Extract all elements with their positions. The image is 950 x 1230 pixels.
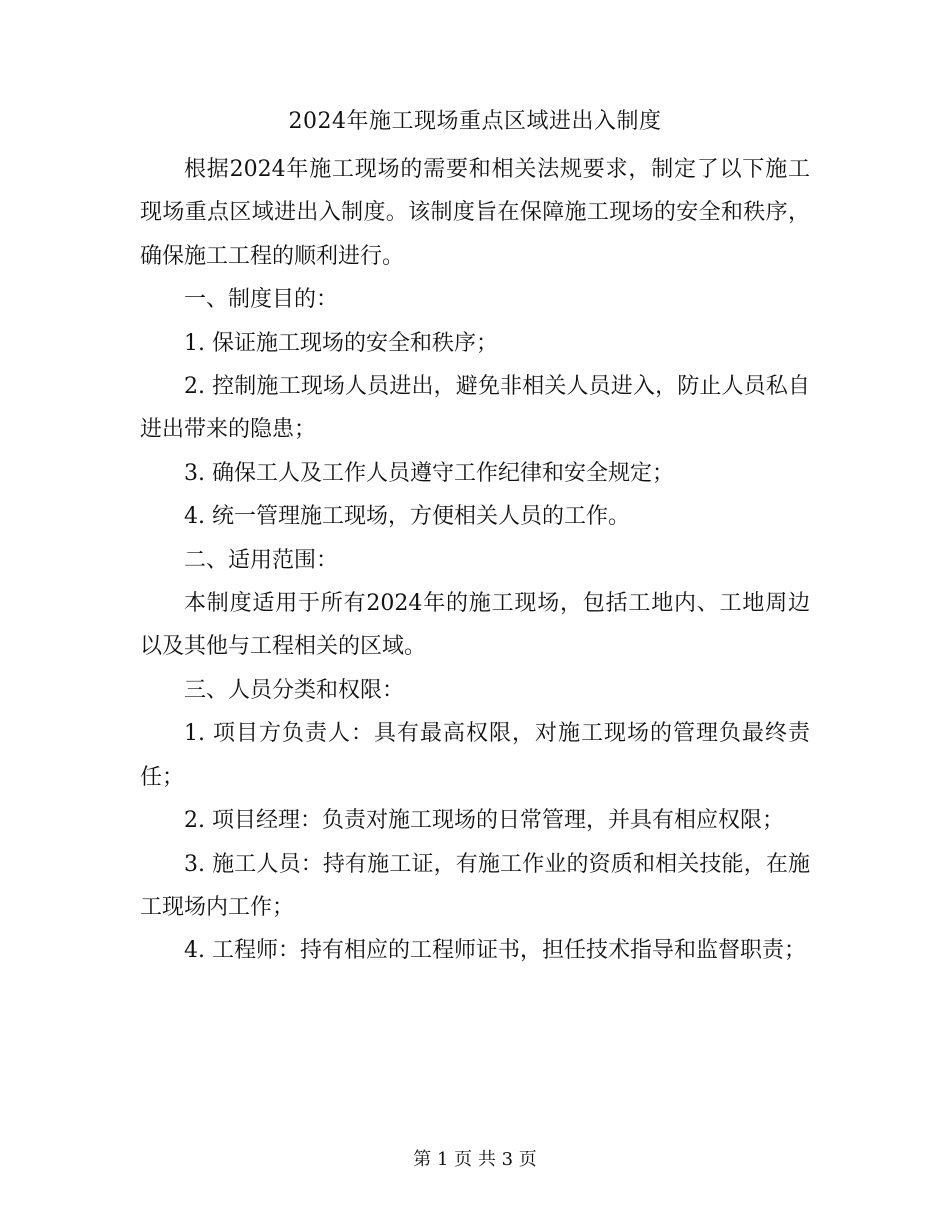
list-item-role-4: 4. 工程师：持有相应的工程师证书，担任技术指导和监督职责； [184, 938, 806, 964]
list-item-purpose-4: 4. 统一管理施工现场，方便相关人员的工作。 [184, 504, 630, 530]
list-item-role-3: 3. 施工人员：持有施工证，有施工作业的资质和相关技能，在施工现场内工作； [140, 851, 810, 920]
list-item-purpose-1: 1. 保证施工现场的安全和秩序； [184, 330, 498, 356]
list-item-role-2: 2. 项目经理：负责对施工现场的日常管理，并具有相应权限； [184, 808, 784, 834]
paragraph-intro: 根据2024年施工现场的需要和相关法规要求，制定了以下施工现场重点区域进出入制度。该制度旨在保障施工现场的安全和秩序，确保施工工程的顺利进行。 [140, 157, 810, 269]
document-title: 2024年施工现场重点区域进出入制度 [288, 109, 662, 134]
section-heading-purpose: 一、制度目的： [184, 287, 339, 313]
document-body [140, 148, 810, 973]
paragraph-scope: 本制度适用于所有2024年的施工现场，包括工地内、工地周边以及其他与工程相关的区域。 [140, 591, 810, 660]
section-heading-roles: 三、人员分类和权限： [184, 677, 405, 703]
list-item-purpose-3: 3. 确保工人及工作人员遵守工作纪律和安全规定； [184, 460, 674, 486]
section-heading-scope: 二、适用范围： [184, 547, 339, 573]
list-item-purpose-2: 2. 控制施工现场人员进出，避免非相关人员进入，防止人员私自进出带来的隐患； [140, 374, 810, 443]
list-item-role-1: 1. 项目方负责人：具有最高权限，对施工现场的管理负最终责任； [140, 721, 810, 790]
page-number-footer: 第 1 页 共 3 页 [413, 1149, 537, 1170]
